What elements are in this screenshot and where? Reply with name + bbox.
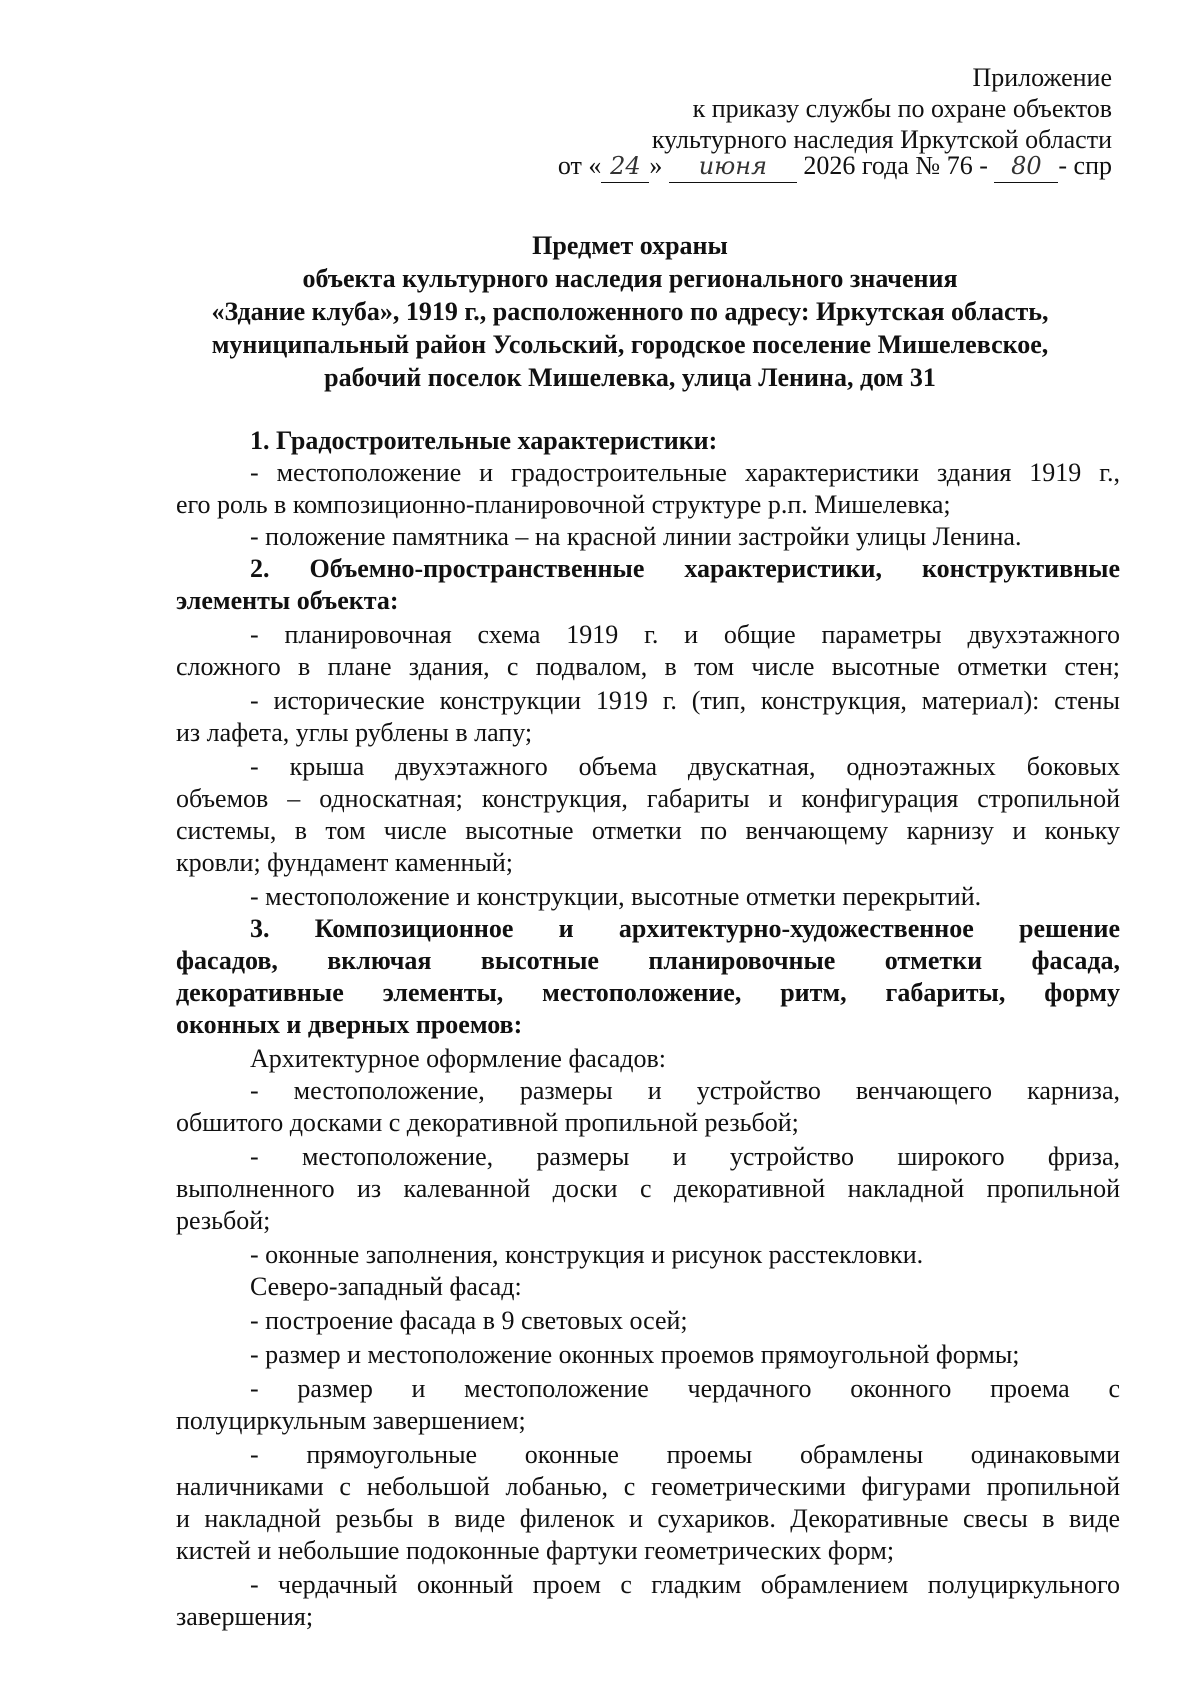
body-line: выполненного из калеванной доски с декоративной накладной пропильной: [176, 1174, 1120, 1203]
section-heading-3-cont: декоративные элементы, местоположение, ритм, габариты, форму: [176, 978, 1120, 1007]
date-prefix: от «: [557, 151, 602, 180]
handwritten-order-number: 80: [994, 150, 1058, 183]
body-line: - оконные заполнения, конструкция и рисунок расстекловки.: [250, 1240, 924, 1269]
section-heading-3: 3. Композиционное и архитектурно-художественное решение: [250, 914, 1120, 943]
header-line-1: Приложение: [972, 63, 1112, 92]
body-line: из лафета, углы рублены в лапу;: [176, 718, 533, 747]
body-line: - размер и местоположение оконных проемов прямоугольной формы;: [250, 1340, 1020, 1369]
body-line: кровли; фундамент каменный;: [176, 848, 514, 877]
section-heading-3-cont: оконных и дверных проемов:: [176, 1010, 523, 1039]
header-line-3: культурного наследия Иркутской области: [651, 125, 1112, 154]
date-day-close: »: [649, 151, 663, 180]
section-heading-2-cont: элементы объекта:: [176, 586, 399, 615]
body-line: его роль в композиционно-планировочной структуре р.п. Мишелевка;: [176, 490, 951, 519]
body-line: полуциркульным завершением;: [176, 1406, 526, 1435]
date-year-text: 2026 года № 76 -: [803, 151, 988, 180]
title-line: муниципальный район Усольский, городское поселение Мишелевское,: [211, 330, 1049, 359]
body-line: - крыша двухэтажного объема двускатная, одноэтажных боковых: [250, 752, 1120, 781]
body-line: - исторические конструкции 1919 г. (тип, конструкция, материал): стены: [250, 686, 1120, 715]
subheading-northwest-facade: Северо-западный фасад:: [250, 1272, 522, 1301]
body-line: сложного в плане здания, с подвалом, в том числе высотные отметки стен;: [176, 652, 1120, 681]
section-heading-2: 2. Объемно-пространственные характеристики, конструктивные: [250, 554, 1120, 583]
body-line: системы, в том числе высотные отметки по венчающему карнизу и коньку: [176, 816, 1120, 845]
body-line: наличниками с небольшой лобанью, с геометрическими фигурами пропильной: [176, 1472, 1120, 1501]
body-line: - прямоугольные оконные проемы обрамлены одинаковыми: [250, 1440, 1120, 1469]
section-heading-1: 1. Градостроительные характеристики:: [250, 426, 718, 455]
body-line: обшитого досками с декоративной пропильной резьбой;: [176, 1108, 799, 1137]
body-line: - построение фасада в 9 световых осей;: [250, 1306, 688, 1335]
handwritten-day: 24: [601, 150, 649, 183]
body-line: - местоположение и градостроительные характеристики здания 1919 г.,: [250, 458, 1120, 487]
handwritten-month: июня: [669, 150, 797, 183]
title-line: Предмет охраны: [532, 231, 728, 260]
subheading-facades: Архитектурное оформление фасадов:: [250, 1044, 666, 1073]
body-line: кистей и небольшие подоконные фартуки геометрических форм;: [176, 1536, 895, 1565]
header-line-2: к приказу службы по охране объектов: [692, 94, 1112, 123]
date-suffix: - спр: [1058, 151, 1112, 180]
body-line: - местоположение, размеры и устройство венчающего карниза,: [250, 1076, 1120, 1105]
body-line: - положение памятника – на красной линии застройки улицы Ленина.: [250, 522, 1022, 551]
body-line: завершения;: [176, 1602, 314, 1631]
body-line: объемов – односкатная; конструкция, габариты и конфигурация стропильной: [176, 784, 1120, 813]
section-heading-3-cont: фасадов, включая высотные планировочные отметки фасада,: [176, 946, 1120, 975]
title-line: рабочий поселок Мишелевка, улица Ленина, дом 31: [324, 363, 936, 392]
title-line: «Здание клуба», 1919 г., расположенного по адресу: Иркутская область,: [211, 297, 1049, 326]
title-line: объекта культурного наследия регионального значения: [302, 264, 958, 293]
body-line: - планировочная схема 1919 г. и общие параметры двухэтажного: [250, 620, 1120, 649]
header-date-line: [558, 150, 1112, 183]
body-line: - местоположение и конструкции, высотные отметки перекрытий.: [250, 882, 982, 911]
body-line: - местоположение, размеры и устройство широкого фриза,: [250, 1142, 1120, 1171]
body-line: - чердачный оконный проем с гладким обрамлением полуциркульного: [250, 1570, 1120, 1599]
body-line: - размер и местоположение чердачного оконного проема с: [250, 1374, 1120, 1403]
body-line: и накладной резьбы в виде филенок и сухариков. Декоративные свесы в виде: [176, 1504, 1120, 1533]
body-line: резьбой;: [176, 1206, 271, 1235]
